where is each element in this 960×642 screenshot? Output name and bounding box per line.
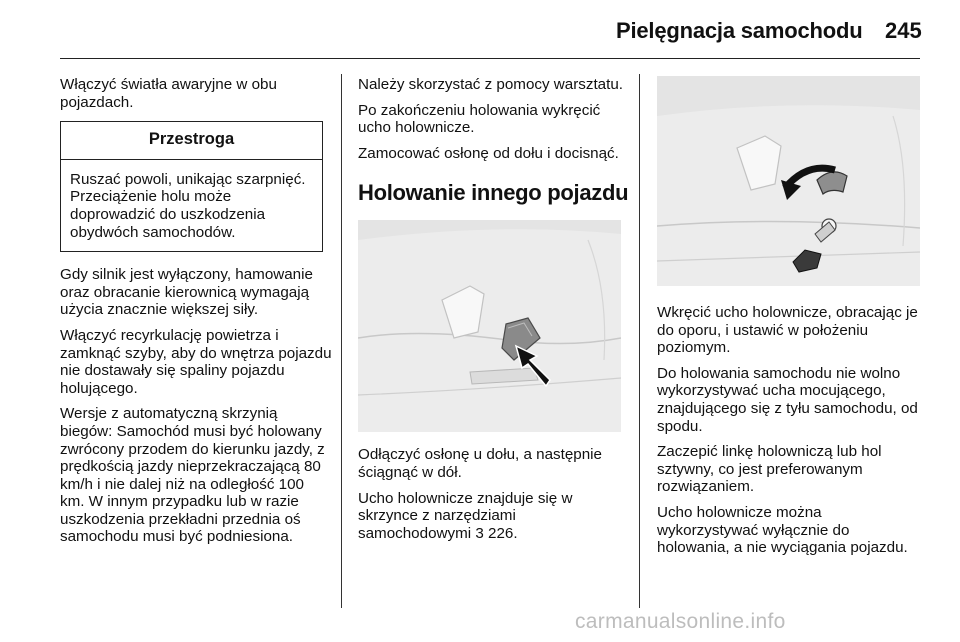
paragraph-rear-lashing-eye: Do holowania samochodu nie wolno wykorzystywać ucha mocującego, znajdującego się z tyłu samochodu, od spodu. <box>657 364 918 435</box>
eye-location-text: Ucho holownicze znajduje się w skrzynce z narzędziami samochodowymi <box>358 489 573 542</box>
paragraph-eye-location <box>358 490 628 543</box>
column-divider-2 <box>639 74 640 608</box>
paragraph-workshop: Należy skorzystać z pomocy warsztatu. <box>358 76 624 93</box>
caution-box <box>60 121 323 252</box>
paragraph-screw-in-eye: Wkręcić ucho holownicze, obracając je do oporu, i ustawić w położeniu poziomym. <box>657 304 918 357</box>
column-divider-1 <box>341 74 342 608</box>
header-divider <box>60 58 920 59</box>
caution-body: Ruszać powoli, unikając szarpnięć. Przeciążenie holu może doprowadzić do uszkodzenia obydwóch samochodów. <box>70 170 306 241</box>
page-title: Pielęgnacja samochodu <box>616 18 863 43</box>
towing-eye-illustration <box>657 76 920 286</box>
page-number: 245 <box>885 18 922 43</box>
paragraph-automatic-gearbox: Wersje z automatyczną skrzynią biegów: Samochód musi być holowany zwrócony przodem do kierunku jazdy, z prędkością jazdy nieprzekraczającą 80 km/h i nie dalej niż na odległość 100 km. W innym przypadku lub w razie uszkodzenia przekładni przednia oś samochodu musi być podniesiona. <box>60 405 325 546</box>
column-left <box>60 76 332 554</box>
paragraph-attach-rope: Zaczepić linkę holowniczą lub hol sztywny, co jest preferowanym rozwiązaniem. <box>657 443 882 496</box>
page-header <box>0 0 960 60</box>
caution-title: Przestroga <box>61 122 322 160</box>
paragraph-refit-cover: Zamocować osłonę od dołu i docisnąć. <box>358 144 619 162</box>
section-title: Holowanie innego pojazdu <box>358 180 629 206</box>
page-reference-arrow-icon: 3 <box>475 524 484 542</box>
column-middle <box>358 76 628 550</box>
watermark: carmanualsonline.info <box>575 610 786 633</box>
figure-bumper-cover-removal <box>358 220 621 432</box>
reference-page-number: 226. <box>488 524 518 542</box>
paragraph-hazard-lights: Włączyć światła awaryjne w obu pojazdach. <box>60 76 277 111</box>
paragraph-detach-cover: Odłączyć osłonę u dołu, a następnie ściągnąć w dół. <box>358 446 603 481</box>
bumper-cover-illustration <box>358 220 621 432</box>
paragraph-unscrew-eye: Po zakończeniu holowania wykręcić ucho holownicze. <box>358 101 601 137</box>
paragraph-recirculation: Włączyć recyrkulację powietrza i zamknąć szyby, aby do wnętrza pojazdu nie dostawały się spaliny pojazdu holującego. <box>60 326 332 397</box>
column-right <box>657 76 925 565</box>
paragraph-towing-only: Ucho holownicze można wykorzystywać wyłącznie do holowania, a nie wyciągania pojazdu. <box>657 503 908 557</box>
figure-towing-eye-screw-in <box>657 76 920 286</box>
paragraph-engine-off: Gdy silnik jest wyłączony, hamowanie oraz obracanie kierownicą wymagają użycia znacznie większej siły. <box>60 266 313 319</box>
